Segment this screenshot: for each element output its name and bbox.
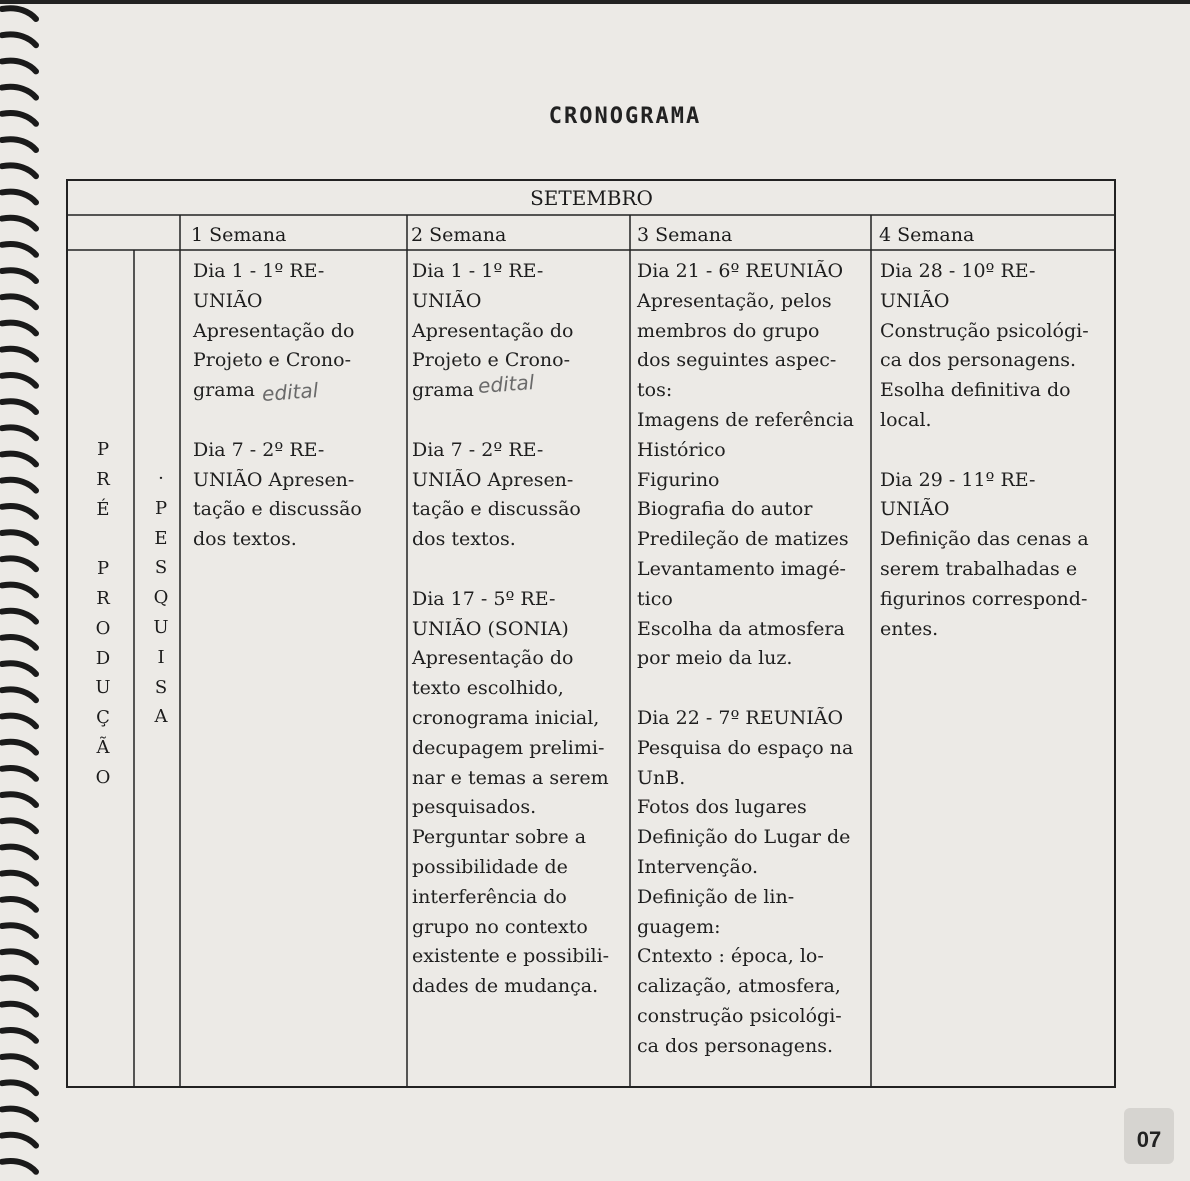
week-4-content: Dia 28 - 10º RE- UNIÃO Construção psicológi- ca dos personagens. Esolha definitiva do local. Dia 29 - 11º RE- UNIÃO Definição das cenas a serem trabalhadas e figurinos correspond- entes.	[880, 260, 1089, 640]
spiral-loop	[2, 558, 36, 569]
month-header: SETEMBRO	[530, 186, 653, 210]
spiral-loop	[2, 1109, 36, 1120]
spiral-loop	[2, 1030, 36, 1041]
spiral-loop	[2, 296, 36, 307]
spiral-loop	[2, 270, 36, 281]
spiral-loop	[2, 427, 36, 438]
spiral-loop	[2, 244, 36, 255]
spiral-loop	[2, 532, 36, 543]
spiral-loop	[2, 454, 36, 465]
spiral-loop	[2, 663, 36, 674]
spiral-loop	[2, 637, 36, 648]
spiral-loop	[2, 61, 36, 72]
spiral-loop	[2, 978, 36, 989]
spiral-loop	[2, 611, 36, 622]
handwritten-note-2: edital	[477, 370, 535, 398]
spiral-loop	[2, 768, 36, 779]
phase-label-pesquisa: · P E S Q U I S A	[153, 468, 169, 728]
spiral-loop	[2, 1161, 36, 1172]
spiral-loop	[2, 1056, 36, 1067]
week-3-content: Dia 21 - 6º REUNIÃO Apresentação, pelos membros do grupo dos seguintes aspec- tos: Imagens de referência Histórico Figurino Biografia do autor Predileção de matizes Levantamento imagé- tico Escolha da atmosfera por meio da luz. Dia 22 - 7º REUNIÃO Pesquisa do espaço na UnB. Fotos dos lugares Definição do Lugar de Intervenção. Definição de lin- guagem: Cntexto : época, lo- calização, atmosfera, construção psicológi- ca dos personagens.	[637, 260, 854, 1057]
spiral-loop	[2, 1082, 36, 1093]
spiral-loop	[2, 139, 36, 150]
spiral-loop	[2, 1004, 36, 1015]
spiral-loop	[2, 87, 36, 98]
week-1-content: Dia 1 - 1º RE- UNIÃO Apresentação do Projeto e Crono- grama Dia 7 - 2º RE- UNIÃO Apresen- tação e discussão dos textos.	[193, 260, 362, 551]
page-top-edge	[0, 0, 1190, 4]
spiral-loop	[2, 794, 36, 805]
spiral-loop	[2, 925, 36, 936]
spiral-loop	[2, 899, 36, 910]
spiral-loop	[2, 585, 36, 596]
spiral-loop	[2, 34, 36, 45]
spiral-loop	[2, 401, 36, 412]
phase-label-pre-producao: P R É P R O D U Ç Ã O	[95, 439, 111, 788]
spiral-loop	[2, 323, 36, 334]
page-number: 07	[1124, 1108, 1174, 1164]
spiral-binding	[0, 0, 60, 1181]
spiral-loop	[2, 689, 36, 700]
week-2-content: Dia 1 - 1º RE- UNIÃO Apresentação do Projeto e Crono- grama Dia 7 - 2º RE- UNIÃO Apresen- tação e discussão dos textos. Dia 17 - 5º RE- UNIÃO (SONIA) Apresentação do texto escolhido, cronograma inicial, decupagem prelimi- nar e temas a serem pesquisados. Perguntar sobre a possibilidade de interferência do grupo no contexto existente e possibili- dades de mudança.	[412, 260, 610, 998]
spiral-loop	[2, 951, 36, 962]
week-4-header: 4 Semana	[879, 224, 975, 246]
spiral-loop	[2, 506, 36, 517]
spiral-loop	[2, 716, 36, 727]
spiral-loop	[2, 192, 36, 203]
spiral-loop	[2, 218, 36, 229]
spiral-loop	[2, 375, 36, 386]
page-title: CRONOGRAMA	[548, 104, 702, 129]
spiral-loop	[2, 480, 36, 491]
spiral-loop	[2, 349, 36, 360]
week-3-header: 3 Semana	[637, 224, 733, 246]
spiral-loop	[2, 820, 36, 831]
handwritten-note-1: edital	[261, 378, 319, 406]
spiral-loop	[2, 742, 36, 753]
spiral-loop	[2, 873, 36, 884]
week-1-header: 1 Semana	[191, 224, 287, 246]
spiral-loop	[2, 8, 36, 19]
spiral-loop	[2, 165, 36, 176]
spiral-loop	[2, 1135, 36, 1146]
spiral-loop	[2, 847, 36, 858]
week-2-header: 2 Semana	[411, 224, 507, 246]
